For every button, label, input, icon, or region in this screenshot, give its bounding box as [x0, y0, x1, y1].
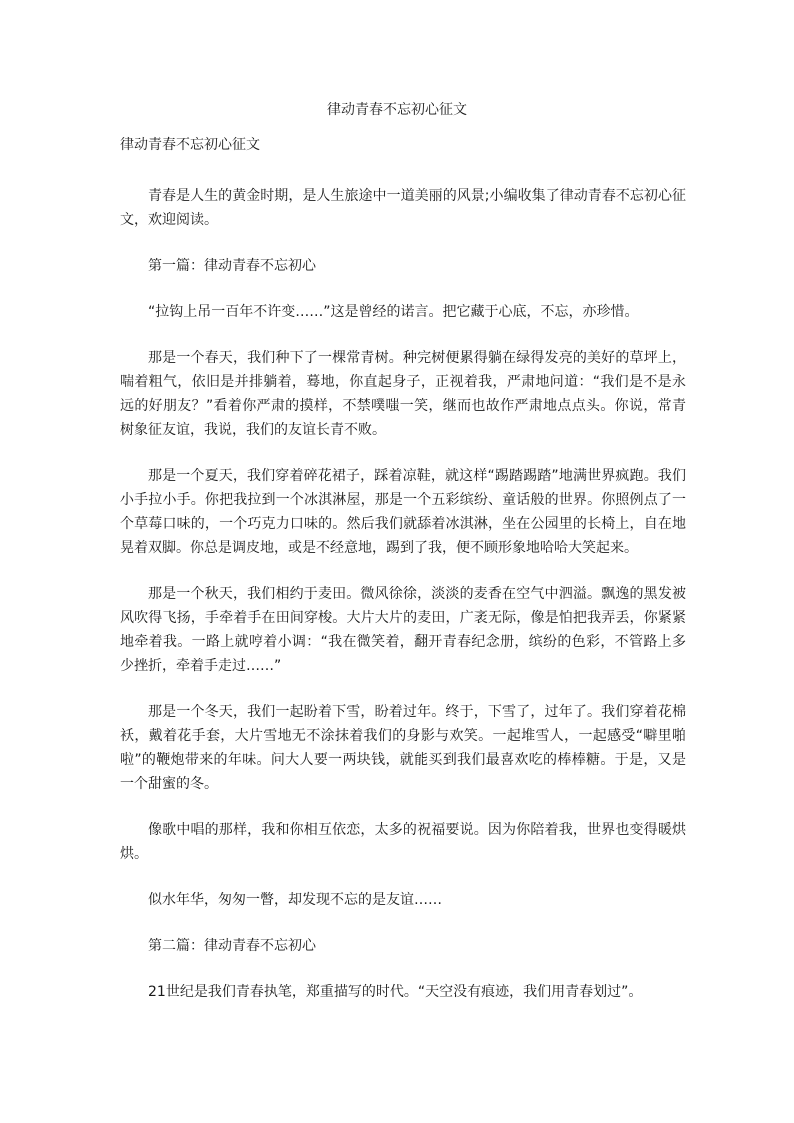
document-title: 律动青春不忘初心征文 — [327, 102, 467, 118]
paragraph: “拉钩上吊一百年不许变……”这是曾经的诺言。把它藏于心底，不忘，亦珍惜。 — [148, 304, 639, 320]
section-heading-1: 第一篇：律动青春不忘初心 — [148, 258, 316, 274]
paragraph: 那是一个夏天，我们穿着碎花裙子，踩着凉鞋，就这样“踢踏踢踏”地满世界疯跑。我们小手拉小手。你把我拉到一个冰淇淋屋，那是一个五彩缤纷、童话般的世界。你照例点了一个草莓口味的，一个巧克力口味的。然后我们就舔着冰淇淋，坐在公园里的长椅上，自在地晃着双脚。你总是调皮地，或是不经意地，踢到了我，便不顾形象地哈哈大笑起来。 — [120, 468, 686, 556]
paragraph: 似水年华，匆匆一瞥，却发现不忘的是友谊…… — [148, 892, 442, 908]
paragraph: 那是一个秋天，我们相约于麦田。微风徐徐，淡淡的麦香在空气中泗溢。飘逸的黑发被风吹得飞扬，手牵着手在田间穿梭。大片大片的麦田，广袤无际，像是怕把我弄丢，你紧紧地牵着我。一路上就哼着小调：“我在微笑着，翻开青春纪念册，缤纷的色彩，不管路上多少挫折，牵着手走过……” — [120, 586, 686, 674]
paragraph-intro: 青春是人生的黄金时期，是人生旅途中一道美丽的风景;小编收集了律动青春不忘初心征文，欢迎阅读。 — [120, 188, 686, 228]
paragraph: 21世纪是我们青春执笔，郑重描写的时代。“天空没有痕迹，我们用青春划过”。 — [148, 984, 643, 1000]
paragraph: 那是一个冬天，我们一起盼着下雪，盼着过年。终于，下雪了，过年了。我们穿着花棉袄，戴着花手套，大片雪地无不涂抹着我们的身影与欢笑。一起堆雪人，一起感受“噼里啪啦”的鞭炮带来的年味。问大人要一两块钱，就能买到我们最喜欢吃的棒棒糖。于是，又是一个甜蜜的冬。 — [120, 704, 686, 792]
document-subtitle: 律动青春不忘初心征文 — [120, 137, 260, 153]
paragraph: 像歌中唱的那样，我和你相互依恋，太多的祝福要说。因为你陪着我，世界也变得暖烘烘。 — [120, 822, 686, 862]
section-heading-2: 第二篇：律动青春不忘初心 — [148, 938, 316, 954]
paragraph: 那是一个春天，我们种下了一棵常青树。种完树便累得躺在绿得发亮的美好的草坪上，喘着粗气，依旧是并排躺着，蓦地，你直起身子，正视着我，严肃地问道：“我们是不是永远的好朋友？”看着你严肃的摸样，不禁噗嗤一笑，继而也故作严肃地点点头。你说，常青树象征友谊，我说，我们的友谊长青不败。 — [120, 350, 686, 438]
document-body — [120, 184, 686, 1026]
